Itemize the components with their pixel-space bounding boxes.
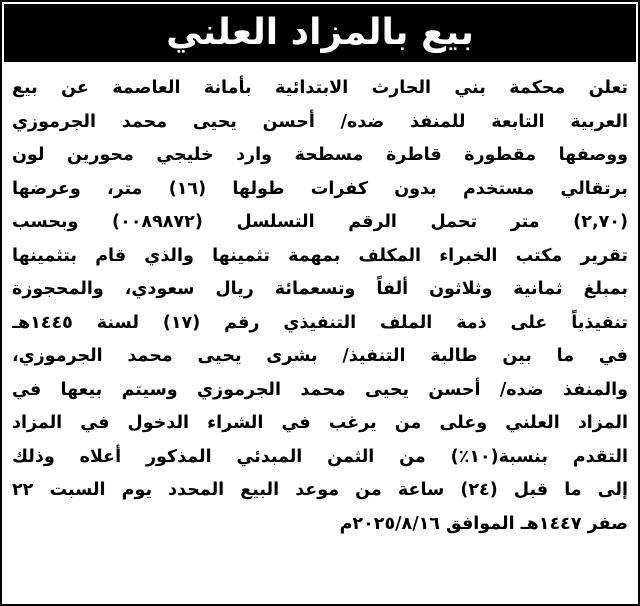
notice-line-7: بمبلغ ثمانية وثلاثون ألفاً وتسعمائة ريال سعودي، والمحجوزة: [12, 279, 628, 299]
notice-header: [4, 4, 636, 62]
notice-line-12: التقدم بنسبة(١٠٪) من الثمن المبدئي المذكور أعلاه وذلك: [12, 446, 628, 467]
notice-body: [12, 72, 628, 596]
notice-line-14: صفر ١٤٤٧هـ الموافق ٢٠٢٥/٨/١٦م: [339, 513, 628, 534]
notice-line-3: ووصفها مقطورة قاطرة مسطحة وارد خليجي محورين لون: [12, 145, 628, 165]
notice-line-9: في ما بين طالبة التنفيذ/ بشرى يحيى محمد الجرموزي،: [12, 346, 628, 366]
notice-line-11: المزاد العلني وعلى من يرغب في الشراء الدخول في المزاد: [12, 413, 628, 433]
notice-line-1: تعلن محكمة بني الحارث الابتدائية بأمانة العاصمة عن بيع: [12, 78, 628, 98]
notice-line-5: (٢,٧٠) متر تحمل الرقم التسلسل (٠٠٨٩٨٧٢) وبحسب: [12, 212, 628, 232]
notice-line-10: والمنفذ ضده/ أحسن يحيى محمد الجرموزي وسيتم بيعها في: [12, 379, 628, 400]
notice-title: بيع بالمزاد العلني: [166, 12, 474, 53]
notice-line-13: إلى ما قبل (٢٤) ساعة من موعد البيع المحدد يوم السبت ٢٢: [12, 480, 628, 500]
notice-line-8: تنفيذياً على ذمة الملف التنفيذي رقم (١٧) لسنة ١٤٤٥هـ: [12, 312, 628, 333]
notice-line-6: تقرير مكتب الخبراء المكلف بمهمة تثمينها والذي قام بتثمينها: [12, 245, 628, 266]
notice-line-2: العربية التابعة للمنفذ ضده/ أحسن يحيى محمد الجرموزي: [12, 111, 628, 132]
notice-line-4: برتقالي مستخدم بدون كفرات طولها (١٦) متر، وعرضها: [12, 178, 628, 199]
